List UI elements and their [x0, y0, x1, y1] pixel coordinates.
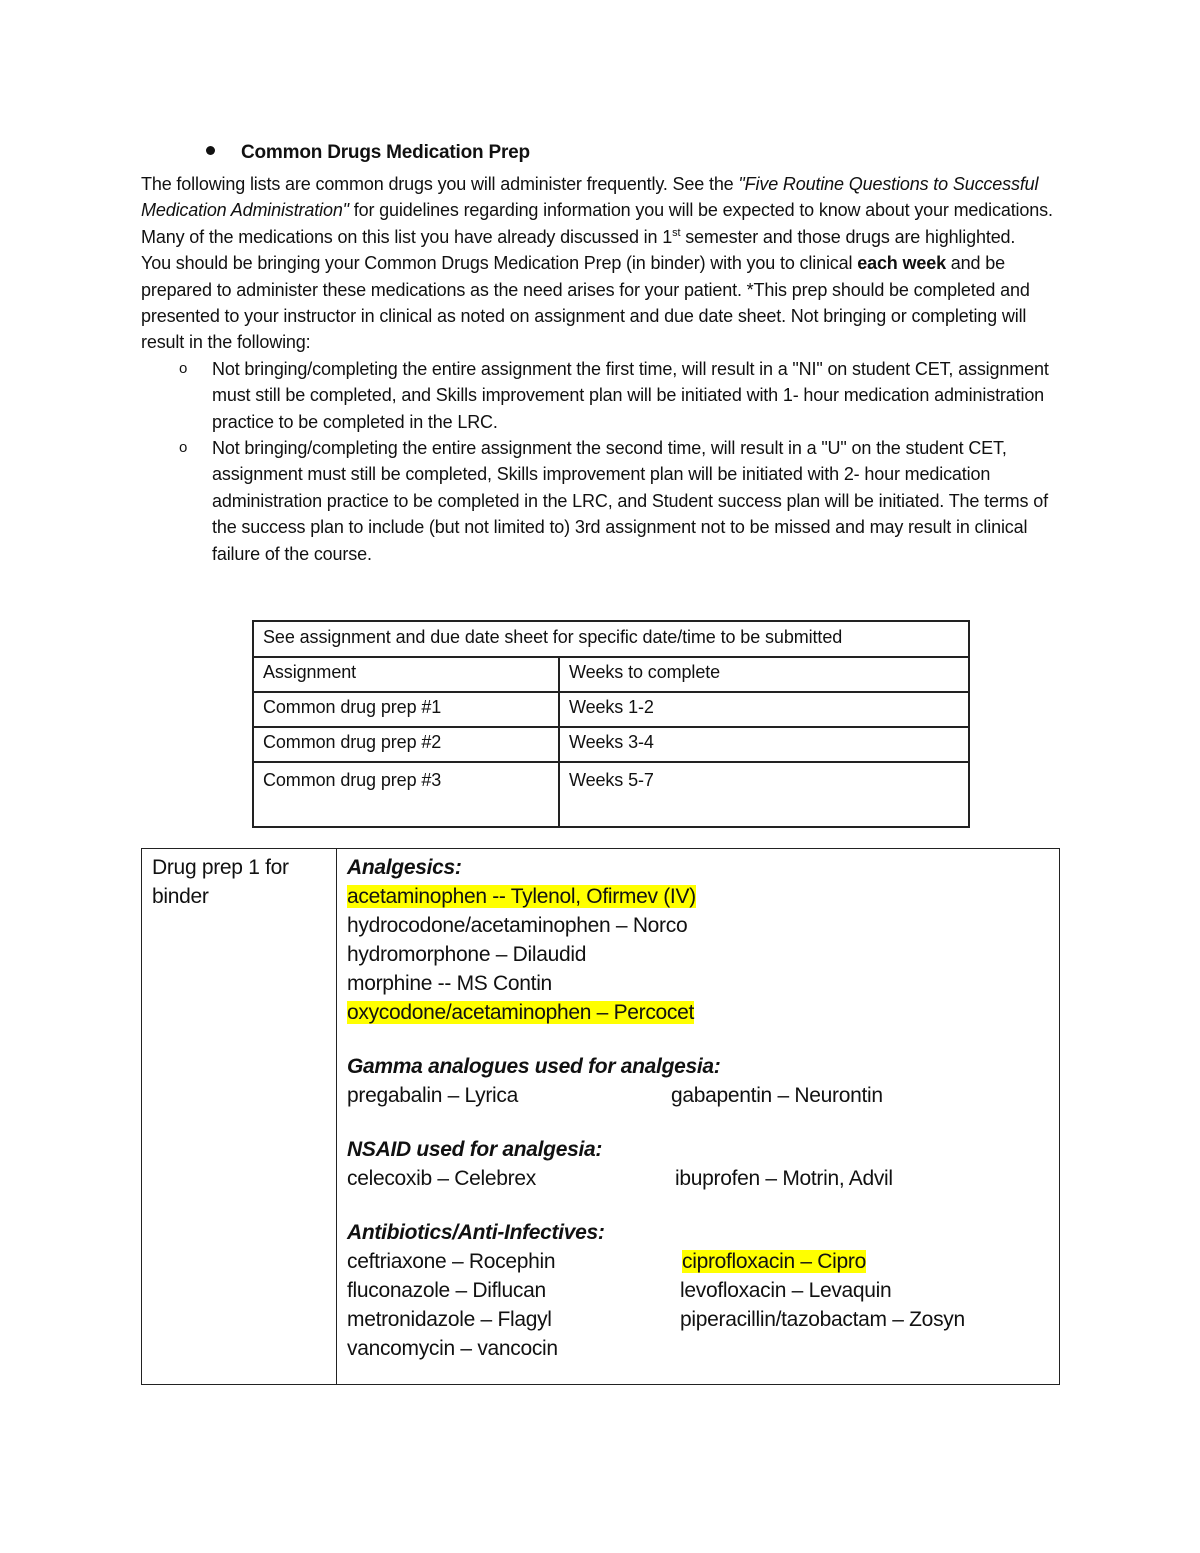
drug-row	[347, 1164, 1059, 1193]
drug-row	[347, 1276, 1059, 1305]
table-cell: Common drug prep #2	[253, 727, 559, 762]
drug-item: ibuprofen – Motrin, Advil	[675, 1167, 893, 1190]
list-item: o Not bringing/completing the entire assignment the second time, will result in a "U" on the student CET, assignment must still be completed, Skills improvement plan will be initiated with 2- hour medication administration practice to be completed in the LRC, and Student success plan will be initiated. The terms of the success plan to include (but not limited to) 3rd assignment not to be missed and may result in clinical failure of the course.	[141, 435, 1071, 567]
table-row	[253, 727, 969, 762]
drug-row	[347, 1247, 1059, 1276]
bullet-icon	[206, 146, 215, 155]
drug-item: piperacillin/tazobactam – Zosyn	[680, 1308, 965, 1331]
table-cell: Weeks 3-4	[559, 727, 969, 762]
heading-row	[206, 142, 530, 164]
list-marker-icon: o	[179, 359, 188, 377]
table-row	[253, 657, 969, 692]
category-title-gamma: Gamma analogues used for analgesia:	[347, 1055, 721, 1078]
drug-prep-table	[141, 848, 1060, 1385]
category-title-analgesics: Analgesics:	[347, 856, 462, 879]
column-header-weeks: Weeks to complete	[559, 657, 969, 692]
drug-item	[347, 882, 1059, 911]
drug-item: fluconazole – Diflucan	[347, 1279, 546, 1302]
table-row	[253, 762, 969, 827]
spacer	[347, 1193, 1059, 1218]
consequence-list	[141, 356, 1071, 567]
table-cell: Weeks 1-2	[559, 692, 969, 727]
spacer	[347, 1027, 1059, 1052]
column-header-assignment: Assignment	[253, 657, 559, 692]
table-row	[142, 849, 1060, 1385]
table-row	[253, 621, 969, 657]
drug-row	[347, 1081, 1059, 1110]
table-cell: Common drug prep #3	[253, 762, 559, 827]
drug-item: hydrocodone/acetaminophen – Norco	[347, 914, 688, 937]
emphasis-each-week: each week	[857, 253, 946, 274]
due-table-caption: See assignment and due date sheet for specific date/time to be submitted	[253, 621, 969, 657]
drug-list-cell	[337, 849, 1060, 1385]
table-cell: Weeks 5-7	[559, 762, 969, 827]
intro-paragraph-1: The following lists are common drugs you will administer frequently. See the "Five Routine Questions to Successful Medication Administration" for guidelines regarding information you will be expected to know about your medications. Many of the medications on this list you have already discussed in 1st semester and those drugs are highlighted.	[141, 174, 1053, 247]
intro-section	[141, 171, 1071, 567]
drug-row	[347, 1305, 1059, 1334]
page-title: Common Drugs Medication Prep	[241, 142, 530, 163]
drug-item: morphine -- MS Contin	[347, 972, 552, 995]
due-date-table	[252, 620, 970, 828]
drug-item: pregabalin – Lyrica	[347, 1084, 518, 1107]
highlighted-drug: ciprofloxacin – Cipro	[682, 1250, 866, 1273]
drug-item: celecoxib – Celebrex	[347, 1167, 536, 1190]
drug-item: vancomycin – vancocin	[347, 1337, 558, 1360]
drug-item: levofloxacin – Levaquin	[680, 1279, 892, 1302]
drug-item: gabapentin – Neurontin	[671, 1084, 883, 1107]
list-item: o Not bringing/completing the entire assignment the first time, will result in a "NI" on student CET, assignment must still be completed, and Skills improvement plan will be initiated with 1- hour medication administration practice to be completed in the LRC.	[141, 356, 1071, 435]
table-cell: Common drug prep #1	[253, 692, 559, 727]
intro-paragraph-2: You should be bringing your Common Drugs Medication Prep (in binder) with you to clinical each week and be prepared to administer these medications as the need arises for your patient. *This prep should be completed and presented to your instructor in clinical as noted on assignment and due date sheet. Not bringing or completing will result in the following:	[141, 253, 1030, 353]
table-row	[253, 692, 969, 727]
category-title-antibiotics: Antibiotics/Anti-Infectives:	[347, 1221, 605, 1244]
drug-item: metronidazole – Flagyl	[347, 1308, 552, 1331]
drug-row	[347, 1334, 1059, 1363]
highlighted-drug: acetaminophen -- Tylenol, Ofirmev (IV)	[347, 885, 696, 908]
drug-item: hydromorphone – Dilaudid	[347, 943, 587, 966]
drug-item: ceftriaxone – Rocephin	[347, 1250, 556, 1273]
spacer	[347, 1110, 1059, 1135]
highlighted-drug: oxycodone/acetaminophen – Percocet	[347, 1001, 695, 1024]
guideline-title: "Five Routine Questions to Successful Medication Administration"	[141, 174, 1039, 221]
category-title-nsaid: NSAID used for analgesia:	[347, 1138, 603, 1161]
drug-item	[680, 1247, 866, 1276]
list-marker-icon: o	[179, 439, 188, 457]
drug-prep-label: Drug prep 1 for binder	[142, 849, 337, 1385]
drug-item	[347, 998, 1059, 1027]
